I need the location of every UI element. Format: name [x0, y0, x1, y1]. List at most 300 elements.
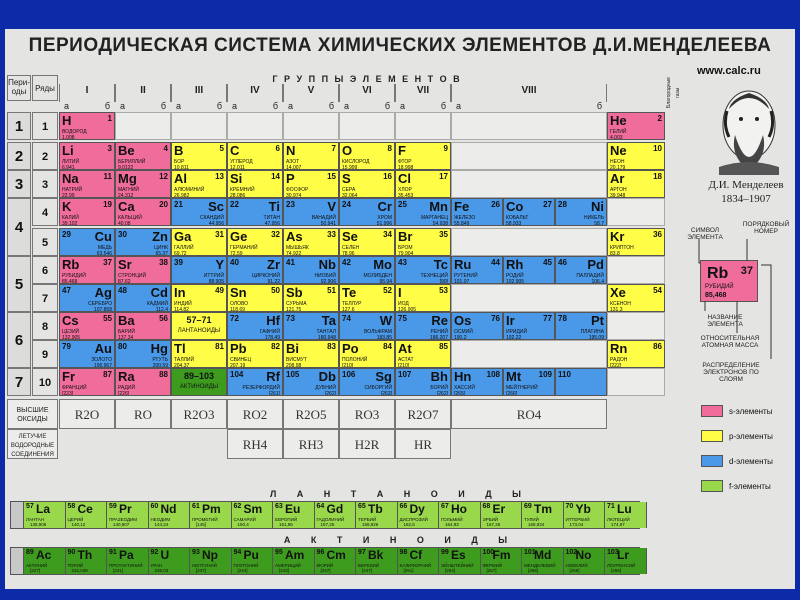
element-fr[interactable]: [59, 368, 115, 396]
element-mass: 87,62: [118, 279, 131, 284]
element-sm[interactable]: [232, 502, 274, 528]
element-number: 84: [383, 342, 392, 351]
element-mass: 162,5: [403, 522, 415, 527]
element-mass: 118,69: [230, 307, 245, 312]
element-number: 43: [398, 258, 407, 267]
element-mass: 173,04: [569, 522, 584, 527]
legend-label: p-элементы: [729, 432, 773, 441]
element-name: СЕРЕБРО: [87, 301, 112, 307]
legend-label: s-элементы: [729, 407, 773, 416]
element-mt[interactable]: [503, 368, 555, 396]
element-number: 2: [657, 114, 662, 123]
element-tl[interactable]: [171, 340, 227, 368]
element-mo[interactable]: [339, 256, 395, 284]
legend-swatch: [701, 455, 723, 467]
element-cd[interactable]: [115, 284, 171, 312]
element-number: 23: [286, 200, 295, 209]
element-mass: 63,546: [96, 251, 112, 256]
hydride-formula: RH4: [227, 429, 283, 459]
group-sub-a: а: [119, 101, 125, 111]
element-number: 62: [233, 503, 242, 510]
element-name: РАДИЙ: [118, 385, 136, 391]
element-mass: 150,4: [237, 522, 249, 527]
element-name: МАРГАНЕЦ: [420, 215, 448, 221]
element-name: СКАНДИЙ: [199, 215, 224, 221]
element-mass: 88,905: [208, 279, 224, 284]
element-mass: [255]: [569, 568, 580, 573]
element-mass: [145]: [196, 522, 207, 527]
element-symbol: Sm: [243, 502, 263, 516]
element-number: 76: [491, 314, 500, 323]
element-bk[interactable]: [356, 548, 398, 574]
element-number: 22: [230, 200, 239, 209]
element-name: СИБОРГИЙ: [364, 385, 392, 391]
element-number: 79: [62, 342, 71, 351]
element-mn[interactable]: [395, 198, 451, 226]
element-er[interactable]: [481, 502, 523, 528]
portrait-years: 1834–1907: [721, 193, 771, 205]
element-number: 40: [230, 258, 239, 267]
element-number: 107: [398, 370, 412, 379]
element-number: 9: [443, 144, 448, 153]
element-name: БРОМ: [398, 245, 413, 251]
row-label: 8: [32, 312, 58, 340]
element-number: 15: [327, 172, 336, 181]
element-nd[interactable]: [149, 502, 191, 528]
element-number: 85: [439, 342, 448, 351]
element-pu[interactable]: [232, 548, 274, 574]
element-symbol: Ar: [610, 171, 625, 186]
element-symbol: Rf: [266, 369, 280, 384]
element-name: УГЛЕРОД: [230, 159, 253, 165]
lanthanoids-row: [10, 501, 640, 529]
element-mass: [263]: [380, 391, 392, 396]
oxide-formula: RO4: [451, 399, 607, 429]
element-np[interactable]: [190, 548, 232, 574]
element-pd[interactable]: [555, 256, 607, 284]
element-name: РЕНИЙ: [430, 329, 448, 335]
element-symbol: Ge: [230, 229, 248, 244]
element-symbol: No: [575, 548, 592, 562]
element-mass: 51,996: [376, 221, 392, 226]
element-po[interactable]: [339, 340, 395, 368]
element-number: 99: [441, 549, 449, 556]
element-bi[interactable]: [283, 340, 339, 368]
element-cl[interactable]: [395, 170, 451, 198]
placeholder-name: ЛАНТАНОИДЫ: [177, 328, 221, 334]
oxide-formula: RO3: [339, 399, 395, 429]
element-te[interactable]: [339, 284, 395, 312]
period-label: 3: [7, 170, 31, 198]
element-sg[interactable]: [339, 368, 395, 396]
element-name: ИНДИЙ: [174, 301, 192, 307]
element-nb[interactable]: [283, 256, 339, 284]
element-symbol: Bh: [430, 369, 448, 384]
element-symbol: Al: [174, 171, 187, 186]
element-number: 50: [271, 286, 280, 295]
row-label: 2: [32, 142, 58, 170]
oxides-label: ВЫСШИЕ ОКСИДЫ: [7, 399, 58, 429]
element-number: 20: [159, 200, 168, 209]
element-name: ХЛОР: [398, 187, 412, 193]
group-sub-b: б: [596, 101, 603, 111]
element-symbol: Fm: [492, 548, 511, 562]
element-symbol: Ta: [321, 313, 336, 328]
element-symbol: Fe: [454, 199, 470, 214]
element-name: ТЕЛЛУР: [342, 301, 362, 307]
element-name: РУТЕНИЙ: [454, 273, 478, 279]
element-number: 58: [67, 503, 76, 510]
element-mass: [262]: [324, 391, 336, 396]
empty-cell: [607, 256, 665, 284]
element-name: КАЛИЙ: [62, 215, 79, 221]
element-mass: 55,849: [454, 221, 470, 226]
element-symbol: In: [174, 285, 186, 300]
element-symbol: Ni: [591, 199, 604, 214]
group-header-8: VIII: [451, 84, 607, 102]
element-na[interactable]: [59, 170, 115, 198]
element-ba[interactable]: [115, 312, 171, 340]
element-name: ЛЮТЕЦИЙ: [607, 517, 630, 522]
group-sub-b: б: [384, 101, 391, 111]
oxide-formula: R2O3: [171, 399, 227, 429]
element-number: 30: [118, 230, 127, 239]
element-symbol: Cd: [150, 285, 168, 300]
element-al[interactable]: [171, 170, 227, 198]
element-li[interactable]: [59, 142, 115, 170]
element-110[interactable]: [555, 368, 607, 396]
key-sample-cell: Rb 37 РУБИДИЙ 85,468: [700, 260, 758, 302]
element-number: 38: [159, 258, 168, 267]
key-symbol-label: СИМВОЛ ЭЛЕМЕНТА: [687, 227, 723, 241]
element-dy[interactable]: [398, 502, 440, 528]
element-cr[interactable]: [339, 198, 395, 226]
element-sn[interactable]: [227, 284, 283, 312]
element-tb[interactable]: [356, 502, 398, 528]
element-name: БЕРКЛИЙ: [358, 563, 379, 568]
element-symbol: He: [610, 113, 627, 128]
element-rn[interactable]: [607, 340, 665, 368]
element-gd[interactable]: [315, 502, 357, 528]
element-name: НЕПТУНИЙ: [192, 563, 217, 568]
element-name: НИОБИЙ: [314, 273, 336, 279]
element-k[interactable]: [59, 198, 115, 226]
lanth-placeholder[interactable]: [171, 312, 227, 340]
element-name: ХАССИЙ: [454, 385, 475, 391]
element-xe[interactable]: [607, 284, 665, 312]
element-mass: 14,007: [286, 165, 302, 170]
element-cu[interactable]: [59, 228, 115, 256]
element-name: ИТТРИЙ: [203, 273, 224, 279]
element-name: ОСМИЙ: [454, 329, 473, 335]
element-yb[interactable]: [564, 502, 606, 528]
element-as[interactable]: [283, 228, 339, 256]
element-be[interactable]: [115, 142, 171, 170]
period-label: 2: [7, 142, 31, 170]
element-symbol: Mg: [118, 171, 137, 186]
element-symbol: P: [286, 171, 295, 186]
element-pr[interactable]: [107, 502, 149, 528]
element-ni[interactable]: [555, 198, 607, 226]
element-symbol: Tm: [534, 502, 552, 516]
element-symbol: F: [398, 143, 406, 158]
element-number: 103: [607, 549, 619, 556]
element-number: 36: [653, 230, 662, 239]
element-si[interactable]: [227, 170, 283, 198]
actinoids-title: А К Т И Н О И Д Ы: [283, 535, 517, 545]
element-number: 92: [150, 549, 159, 556]
element-mass: 72,59: [230, 251, 243, 256]
element-ga[interactable]: [171, 228, 227, 256]
element-symbol: Yb: [575, 502, 591, 516]
element-name: АМЕРИЦИЙ: [275, 563, 301, 568]
element-number: 91: [109, 549, 117, 556]
element-cf[interactable]: [398, 548, 440, 574]
element-cm[interactable]: [315, 548, 357, 574]
element-name: ПОЛОНИЙ: [342, 357, 368, 363]
element-number: 6: [275, 144, 280, 153]
element-ar[interactable]: [607, 170, 665, 198]
element-u[interactable]: [149, 548, 191, 574]
row-label: 3: [32, 170, 58, 198]
element-number: 24: [342, 200, 351, 209]
empty-cell: [451, 340, 607, 368]
element-symbol: Mo: [373, 257, 392, 272]
row-label: 10: [32, 368, 58, 396]
element-mass: [262]: [436, 391, 448, 396]
element-o[interactable]: [339, 142, 395, 170]
element-mass: 138,906: [30, 522, 47, 527]
element-number: 109: [538, 370, 552, 379]
element-sc[interactable]: [171, 198, 227, 226]
element-p[interactable]: [283, 170, 339, 198]
element-in[interactable]: [171, 284, 227, 312]
element-eu[interactable]: [273, 502, 315, 528]
element-mass: 26,982: [174, 193, 190, 198]
page-title: ПЕРИОДИЧЕСКАЯ СИСТЕМА ХИМИЧЕСКИХ ЭЛЕМЕНТОВ Д.И.МЕНДЕЛЕЕВА: [28, 35, 772, 56]
element-name: ДИСПРОЗИЙ: [399, 517, 428, 522]
element-number: 26: [491, 200, 500, 209]
empty-cell: [451, 284, 607, 312]
element-y[interactable]: [171, 256, 227, 284]
element-co[interactable]: [503, 198, 555, 226]
element-symbol: Ru: [454, 257, 472, 272]
element-number: 25: [398, 200, 407, 209]
element-name: СУРЬМА: [286, 301, 307, 307]
element-symbol: Tc: [433, 257, 448, 272]
element-number: 75: [398, 314, 407, 323]
element-c[interactable]: [227, 142, 283, 170]
period-label: 5: [7, 256, 31, 312]
element-ta[interactable]: [283, 312, 339, 340]
element-number: 108: [486, 370, 500, 379]
element-symbol: Sg: [375, 369, 392, 384]
element-lr[interactable]: [605, 548, 647, 574]
element-mass: [223]: [62, 391, 74, 396]
element-mg[interactable]: [115, 170, 171, 198]
element-name: ВИСМУТ: [286, 357, 307, 363]
group-header-1: I: [59, 84, 115, 102]
element-number: 47: [62, 286, 71, 295]
site-url: www.calc.ru: [697, 65, 761, 77]
element-symbol: Bi: [286, 341, 299, 356]
actin-placeholder[interactable]: [171, 368, 227, 396]
element-name: ПРАЗЕОДИМ: [109, 517, 138, 522]
group-header-5: V: [283, 84, 339, 102]
empty-cell: [607, 312, 665, 340]
element-hf[interactable]: [227, 312, 283, 340]
element-number: 105: [286, 370, 300, 379]
element-name: ЖЕЛЕЗО: [454, 215, 476, 221]
element-number: 66: [399, 503, 408, 510]
key-number-label: ПОРЯДКОВЫЙ НОМЕР: [742, 221, 790, 235]
element-symbol: W: [379, 313, 392, 328]
element-ag[interactable]: [59, 284, 115, 312]
element-w[interactable]: [339, 312, 395, 340]
element-la[interactable]: [24, 502, 66, 528]
element-name: ЦИРКОНИЙ: [251, 273, 280, 279]
element-au[interactable]: [59, 340, 115, 368]
element-ru[interactable]: [451, 256, 503, 284]
element-hg[interactable]: [115, 340, 171, 368]
element-mass: [266]: [506, 391, 518, 396]
element-os[interactable]: [451, 312, 503, 340]
element-am[interactable]: [273, 548, 315, 574]
element-s[interactable]: [339, 170, 395, 198]
element-no[interactable]: [564, 548, 606, 574]
element-symbol: Ca: [118, 199, 135, 214]
element-v[interactable]: [283, 198, 339, 226]
element-name: РОДИЙ: [506, 273, 524, 279]
element-mass: 74,922: [286, 251, 302, 256]
element-b[interactable]: [171, 142, 227, 170]
element-mass: 178,49: [264, 335, 280, 340]
element-zn[interactable]: [115, 228, 171, 256]
element-bh[interactable]: [395, 368, 451, 396]
element-number: 18: [653, 172, 662, 181]
element-h[interactable]: [59, 112, 115, 140]
element-name: ЦЕЗИЙ: [62, 329, 80, 335]
element-pt[interactable]: [555, 312, 607, 340]
element-ho[interactable]: [439, 502, 481, 528]
element-symbol: Cm: [326, 548, 346, 562]
element-at[interactable]: [395, 340, 451, 368]
element-name: ТАНТАЛ: [316, 329, 336, 335]
element-mass: 47,956: [264, 221, 280, 226]
element-f[interactable]: [395, 142, 451, 170]
element-name: НОБЕЛИЙ: [565, 563, 588, 568]
element-br[interactable]: [395, 228, 451, 256]
element-number: 94: [233, 549, 242, 556]
element-db[interactable]: [283, 368, 339, 396]
element-tc[interactable]: [395, 256, 451, 284]
element-mass: 127,6: [342, 307, 355, 312]
element-pb[interactable]: [227, 340, 283, 368]
element-ce[interactable]: [66, 502, 108, 528]
element-pm[interactable]: [190, 502, 232, 528]
element-ir[interactable]: [503, 312, 555, 340]
element-number: 14: [271, 172, 280, 181]
element-fe[interactable]: [451, 198, 503, 226]
element-sr[interactable]: [115, 256, 171, 284]
element-es[interactable]: [439, 548, 481, 574]
element-hn[interactable]: [451, 368, 503, 396]
element-symbol: Ne: [610, 143, 627, 158]
element-name: ЗОЛОТО: [91, 357, 112, 363]
element-number: 80: [118, 342, 127, 351]
element-symbol: Kr: [610, 229, 625, 244]
placeholder-range: 57–71: [186, 315, 212, 325]
element-name: САМАРИЙ: [233, 517, 256, 522]
element-mass: [261]: [268, 391, 280, 396]
element-rb[interactable]: [59, 256, 115, 284]
row-label: 6: [32, 256, 58, 284]
element-name: ТЕХНЕЦИЙ: [420, 273, 448, 279]
element-lu[interactable]: [605, 502, 647, 528]
element-ne[interactable]: [607, 142, 665, 170]
element-se[interactable]: [339, 228, 395, 256]
element-kr[interactable]: [607, 228, 665, 256]
rows-header: Ряды: [32, 75, 58, 101]
element-sb[interactable]: [283, 284, 339, 312]
periodic-table-sheet: [5, 29, 795, 589]
element-pa[interactable]: [107, 548, 149, 574]
element-ti[interactable]: [227, 198, 283, 226]
element-number: 102: [565, 549, 578, 556]
element-name: ТАЛЛИЙ: [174, 357, 195, 363]
element-he[interactable]: [607, 112, 665, 140]
element-mass: 112,4: [155, 307, 168, 312]
element-n[interactable]: [283, 142, 339, 170]
element-mass: 190,2: [454, 335, 467, 340]
element-re[interactable]: [395, 312, 451, 340]
element-ge[interactable]: [227, 228, 283, 256]
element-mass: 22,99: [62, 193, 75, 198]
element-fm[interactable]: [481, 548, 523, 574]
row-label: 7: [32, 284, 58, 312]
element-md[interactable]: [522, 548, 564, 574]
element-name: АСТАТ: [398, 357, 414, 363]
element-mass: [254]: [445, 568, 456, 573]
element-number: 82: [271, 342, 280, 351]
row-label: 5: [32, 228, 58, 256]
element-symbol: Bk: [368, 548, 384, 562]
element-zr[interactable]: [227, 256, 283, 284]
element-number: 106: [342, 370, 356, 379]
row-label: 1: [32, 112, 58, 140]
element-i[interactable]: [395, 284, 451, 312]
element-symbol: Cf: [409, 548, 423, 562]
element-name: НЕОН: [610, 159, 625, 165]
element-rf[interactable]: [227, 368, 283, 396]
element-th[interactable]: [66, 548, 108, 574]
element-ac[interactable]: [24, 548, 66, 574]
key-arrows: [677, 229, 795, 389]
group-header-4: IV: [227, 84, 283, 102]
element-ra[interactable]: [115, 368, 171, 396]
element-cs[interactable]: [59, 312, 115, 340]
element-symbol: U: [160, 548, 170, 562]
period-label: 7: [7, 368, 31, 396]
element-name: СЕРА: [342, 187, 356, 193]
element-tm[interactable]: [522, 502, 564, 528]
element-ca[interactable]: [115, 198, 171, 226]
element-name: МЕЙТНЕРИЙ: [506, 385, 538, 391]
element-rh[interactable]: [503, 256, 555, 284]
element-symbol: Na: [62, 171, 79, 186]
element-symbol: Tl: [174, 341, 186, 356]
element-symbol: Ho: [451, 502, 467, 516]
